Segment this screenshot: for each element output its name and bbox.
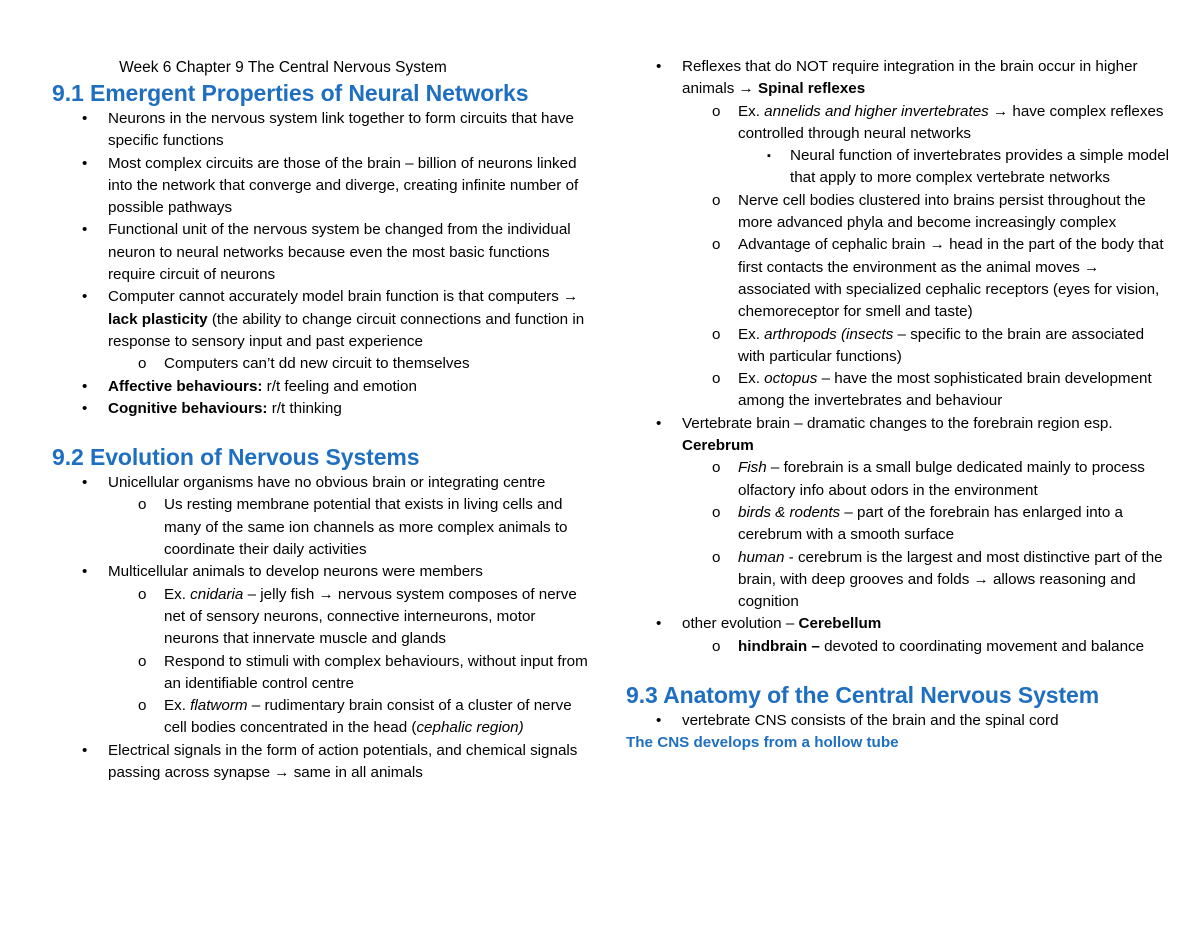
- list-item: • Cognitive behaviours: r/t thinking: [52, 398, 592, 420]
- list-item: o Nerve cell bodies clustered into brains persist throughout the more advanced phyla and become increasingly complex: [712, 191, 1146, 232]
- list-item: • Unicellular organisms have no obvious brain or integrating centre: [52, 472, 592, 494]
- list-item: • Functional unit of the nervous system be changed from the individual neuron to neural networks because even the most basic functions require circuit of neurons: [82, 221, 571, 284]
- circle-bullet-icon: o: [712, 102, 721, 120]
- list-item: o Ex. cnidaria – jelly fish → nervous system composes of nerve net of sensory neurons, connective interneurons, motor neurons that innervate muscle and glands: [138, 585, 577, 648]
- bullet-icon: •: [82, 221, 88, 239]
- list-item: • vertebrate CNS consists of the brain and the spinal cord: [626, 710, 1171, 732]
- list-item: o Ex. annelids and higher invertebrates → have complex reflexes controlled through neural networks: [712, 102, 1164, 142]
- circle-bullet-icon: o: [712, 370, 721, 388]
- list-item: • Neurons in the nervous system link together to form circuits that have specific functions: [82, 110, 574, 150]
- list-item: o Us resting membrane potential that exists in living cells and many of the same ion channels as more complex animals to coordinate their daily activities: [138, 496, 568, 559]
- bullet-icon: •: [82, 110, 88, 127]
- list-item: • Reflexes that do NOT require integration in the brain occur in higher animals → Spinal reflexes: [656, 58, 1138, 98]
- bullet-icon: •: [82, 563, 88, 581]
- section-9-3-list: [626, 710, 1171, 732]
- circle-bullet-icon: o: [712, 637, 721, 655]
- bullet-icon: •: [82, 288, 88, 306]
- circle-bullet-icon: o: [712, 548, 721, 566]
- list-item: o human - cerebrum is the largest and most distinctive part of the brain, with deep grooves and folds → allows reasoning and cognition: [712, 548, 1163, 611]
- list-item: o Ex. arthropods (insects – specific to the brain are associated with particular functions): [712, 325, 1145, 365]
- list-item: • Multicellular animals to develop neurons were members: [52, 561, 592, 583]
- section-heading-9-1: 9.1 Emergent Properties of Neural Networks: [52, 80, 529, 106]
- circle-bullet-icon: o: [138, 355, 147, 373]
- circle-bullet-icon: o: [712, 503, 721, 521]
- document-title: Week 6 Chapter 9 The Central Nervous System: [119, 59, 447, 76]
- bullet-icon: •: [82, 377, 88, 395]
- list-item: o Ex. octopus – have the most sophisticated brain development among the invertebrates and behaviour: [712, 370, 1152, 410]
- section-heading-9-2: 9.2 Evolution of Nervous Systems: [52, 444, 420, 471]
- left-column: [52, 56, 592, 784]
- right-column-list: [626, 56, 1171, 658]
- list-item: o birds & rodents – part of the forebrain has enlarged into a cerebrum with a smooth surface: [712, 503, 1124, 544]
- list-item: • other evolution – Cerebellum: [626, 613, 1171, 635]
- list-item: o hindbrain – devoted to coordinating movement and balance: [626, 636, 1171, 658]
- bullet-icon: •: [656, 615, 662, 633]
- list-item: • Most complex circuits are those of the brain – billion of neurons linked into the network that converge and diverge, creating infinite number of possible pathways: [82, 154, 579, 217]
- bullet-icon: •: [656, 58, 662, 75]
- bullet-icon: •: [82, 399, 88, 417]
- section-heading-9-3: 9.3 Anatomy of the Central Nervous System: [626, 682, 1100, 709]
- list-item: o Respond to stimuli with complex behaviours, without input from an identifiable control centre: [138, 652, 588, 692]
- list-item: o Ex. flatworm – rudimentary brain consist of a cluster of nerve cell bodies concentrated in the head (cephalic region): [138, 697, 572, 737]
- list-item: • Electrical signals in the form of action potentials, and chemical signals passing across synapse → same in all animals: [82, 741, 578, 782]
- bullet-icon: •: [82, 154, 88, 172]
- list-item: • Affective behaviours: r/t feeling and emotion: [52, 376, 592, 398]
- circle-bullet-icon: o: [712, 459, 721, 477]
- list-item: o Fish – forebrain is a small bulge dedicated mainly to process olfactory info about odors in the environment: [712, 459, 1145, 499]
- section-9-2-list: [52, 472, 592, 784]
- right-column: [626, 56, 1171, 754]
- section-9-1-list: [52, 108, 592, 420]
- square-bullet-icon: ▪: [767, 150, 771, 163]
- circle-bullet-icon: o: [138, 652, 147, 670]
- list-item: ▪ Neural function of invertebrates provides a simple model that apply to more complex vertebrate networks: [767, 147, 1170, 187]
- circle-bullet-icon: o: [712, 325, 721, 343]
- circle-bullet-icon: o: [138, 585, 147, 603]
- circle-bullet-icon: o: [712, 191, 721, 209]
- list-item: • Vertebrate brain – dramatic changes to the forebrain region esp. Cerebrum: [656, 414, 1113, 455]
- list-item: o Computers can’t dd new circuit to themselves: [52, 353, 592, 375]
- bullet-icon: •: [656, 414, 662, 432]
- bullet-icon: •: [656, 712, 662, 730]
- subheading-cns-hollow-tube: The CNS develops from a hollow tube: [626, 734, 899, 752]
- circle-bullet-icon: o: [712, 236, 721, 254]
- bullet-icon: •: [82, 474, 88, 492]
- circle-bullet-icon: o: [138, 697, 147, 715]
- list-item: o Advantage of cephalic brain → head in the part of the body that first contacts the environment as the animal moves → associated with specialized cephalic receptors (eyes for vision, chemoreceptor for smell and taste): [712, 236, 1164, 321]
- circle-bullet-icon: o: [138, 496, 147, 514]
- bullet-icon: •: [82, 741, 88, 759]
- list-item: • Computer cannot accurately model brain function is that computers → lack plasticity (the ability to change circuit connections and function in response to sensory input and past experience: [82, 288, 585, 350]
